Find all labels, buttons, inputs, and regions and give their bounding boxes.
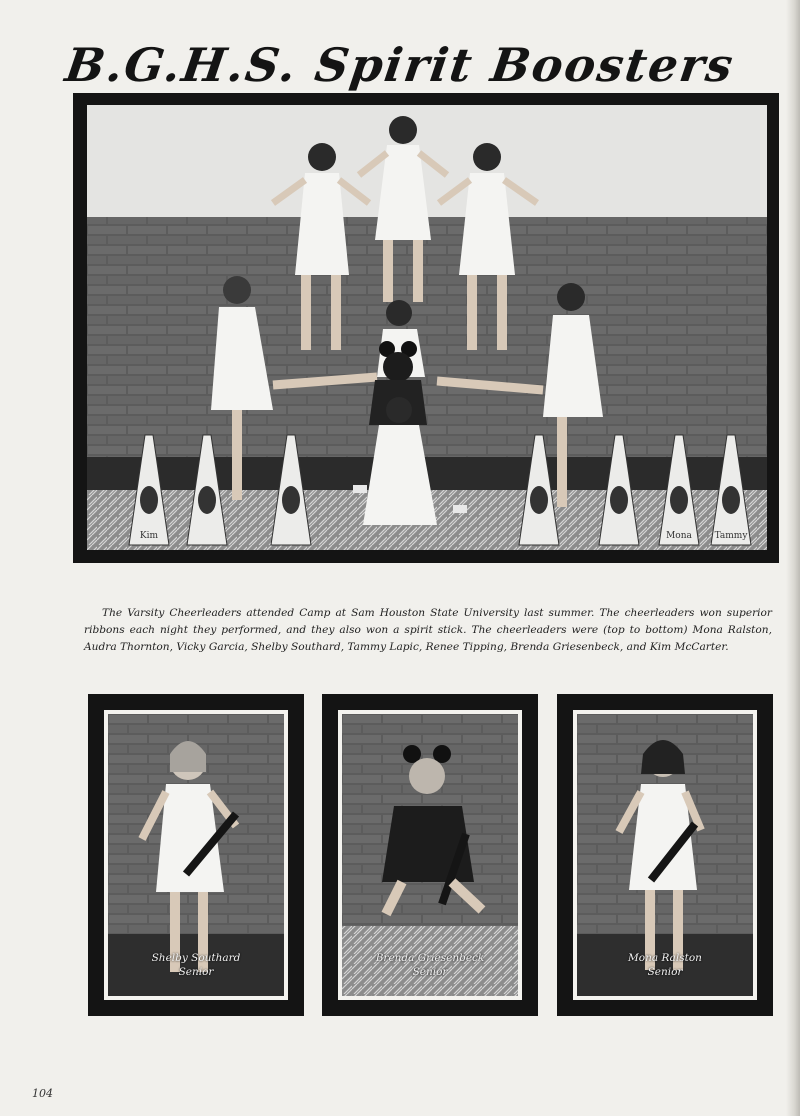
portrait-mat-3 xyxy=(573,710,757,1000)
megaphone-label: Tammy xyxy=(714,531,748,541)
portrait-frame-1 xyxy=(88,694,304,1016)
portrait-mat-2 xyxy=(338,710,522,1000)
portrait-class-3: Senior xyxy=(647,966,683,978)
page-title: B.G.H.S. Spirit Boosters xyxy=(62,38,738,92)
portrait-mat-1 xyxy=(104,710,288,1000)
portrait-frame-2 xyxy=(322,694,538,1016)
photo-caption: The Varsity Cheerleaders attended Camp at Sam Houston State University last summer. The cheerleaders won superior ribbons each night they performed, and they also won a spirit stick. The cheerleaders were (top to bottom) Mona Ralston, Audra Thornton, Vicky Garcia, Shelby Southard, Tammy Lapic, Renee Tipping, Brenda Griesenbeck, and Kim McCarter. xyxy=(84,607,772,653)
portrait-photo-3 xyxy=(577,714,753,996)
portrait-name-2: Brenda Griesenbeck xyxy=(375,952,485,964)
portrait-frame-3 xyxy=(557,694,773,1016)
group-photo xyxy=(87,105,767,550)
portrait-class-1: Senior xyxy=(178,966,214,978)
portrait-photo-1 xyxy=(108,714,284,996)
portrait-class-2: Senior xyxy=(412,966,448,978)
megaphone-label: Mona xyxy=(666,531,692,541)
portrait-name-3: Mona Ralston xyxy=(628,952,702,964)
megaphone-label: Kim xyxy=(139,531,159,541)
page-edge-shadow xyxy=(786,0,800,1116)
portrait-name-1: Shelby Southard xyxy=(151,952,241,964)
portrait-photo-2 xyxy=(342,714,518,996)
page-number: 104 xyxy=(32,1087,53,1100)
